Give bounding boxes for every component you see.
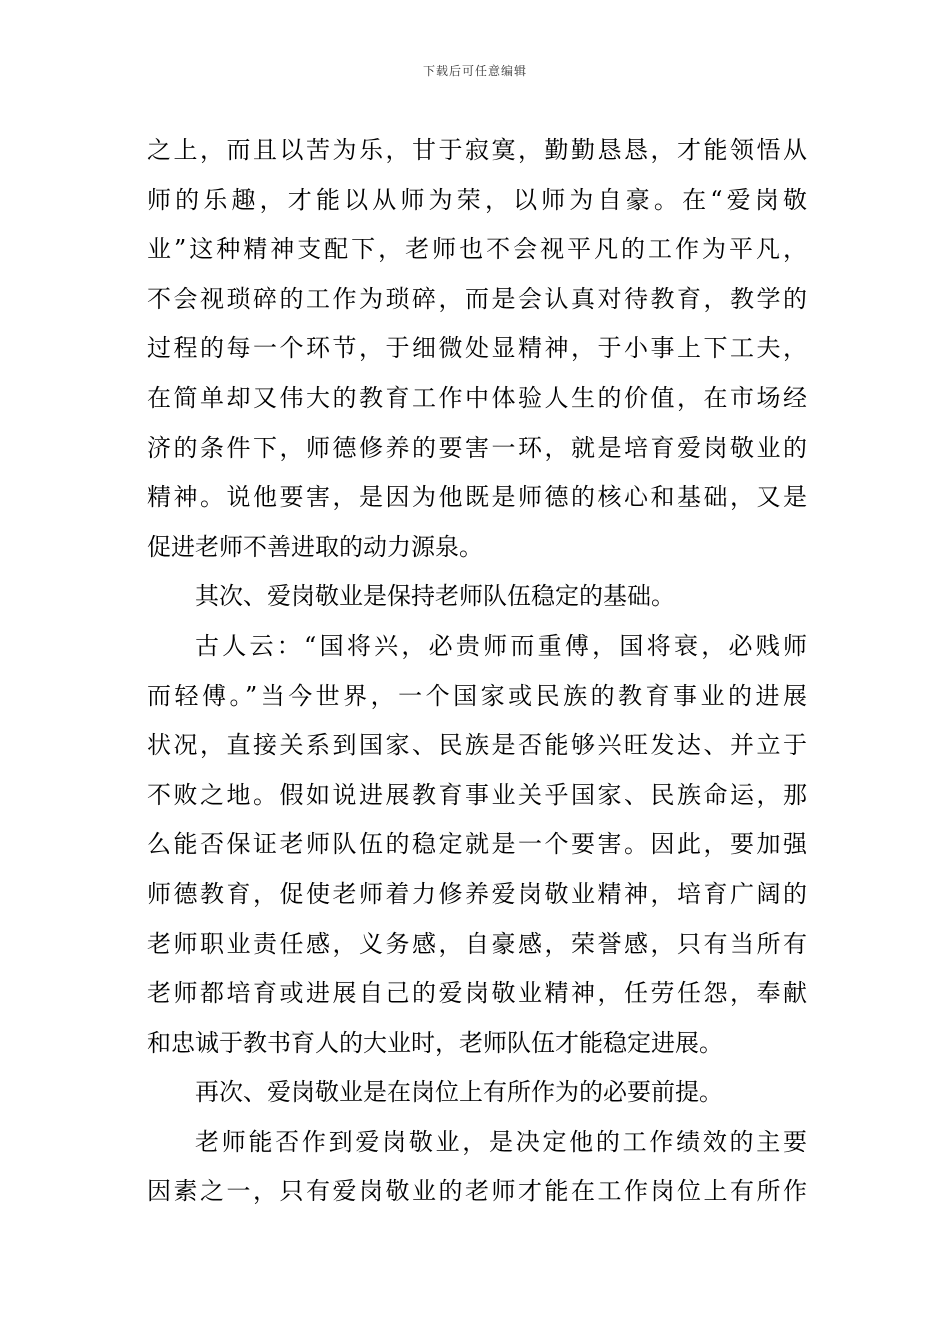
- text-line: 状况，直接关系到国家、民族是否能够兴旺发达、并立于: [147, 731, 807, 760]
- text-line: 师的乐趣，才能以从师为荣，以师为自豪。在“爱岗敬: [147, 185, 807, 214]
- body-text: [147, 126, 807, 1217]
- text-line: 济的条件下，师德修养的要害一环，就是培育爱岗敬业的: [147, 433, 807, 462]
- text-line: 在简单却又伟大的教育工作中体验人生的价值，在市场经: [147, 383, 807, 412]
- text-line: 和忠诚于教书育人的大业时，老师队伍才能稳定进展。: [147, 1028, 723, 1057]
- text-line: 业”这种精神支配下，老师也不会视平凡的工作为平凡，: [147, 235, 807, 264]
- text-line: 其次、爱岗敬业是保持老师队伍稳定的基础。: [195, 582, 675, 611]
- text-line: 再次、爱岗敬业是在岗位上有所作为的必要前提。: [195, 1078, 723, 1107]
- text-line: 老师能否作到爱岗敬业，是决定他的工作绩效的主要: [195, 1127, 807, 1156]
- text-line: 师德教育，促使老师着力修养爱岗敬业精神，培育广阔的: [147, 879, 807, 908]
- text-line: 过程的每一个环节，于细微处显精神，于小事上下工夫，: [147, 334, 807, 363]
- text-line: 之上，而且以苦为乐，甘于寂寞，勤勤恳恳，才能领悟从: [147, 136, 807, 164]
- text-line: 老师职业责任感，义务感，自豪感，荣誉感，只有当所有: [147, 929, 807, 958]
- text-line: 精神。说他要害，是因为他既是师德的核心和基础，又是: [147, 483, 807, 512]
- text-line: 不败之地。假如说进展教育事业关乎国家、民族命运，那: [147, 780, 807, 809]
- text-line: 么能否保证老师队伍的稳定就是一个要害。因此，要加强: [147, 830, 807, 859]
- text-line: 古人云：“国将兴，必贵师而重傅，国将衰，必贱师: [195, 631, 807, 660]
- text-line: 老师都培育或进展自己的爱岗敬业精神，任劳任怨，奉献: [147, 979, 807, 1008]
- text-line: 而轻傅。”当今世界，一个国家或民族的教育事业的进展: [147, 681, 807, 710]
- text-line: 促进老师不善进取的动力源泉。: [147, 532, 483, 561]
- text-line: 因素之一，只有爱岗敬业的老师才能在工作岗位上有所作: [147, 1177, 807, 1206]
- text-line: 不会视琐碎的工作为琐碎，而是会认真对待教育，教学的: [147, 284, 807, 313]
- page-header: 下载后可任意编辑: [422, 64, 527, 78]
